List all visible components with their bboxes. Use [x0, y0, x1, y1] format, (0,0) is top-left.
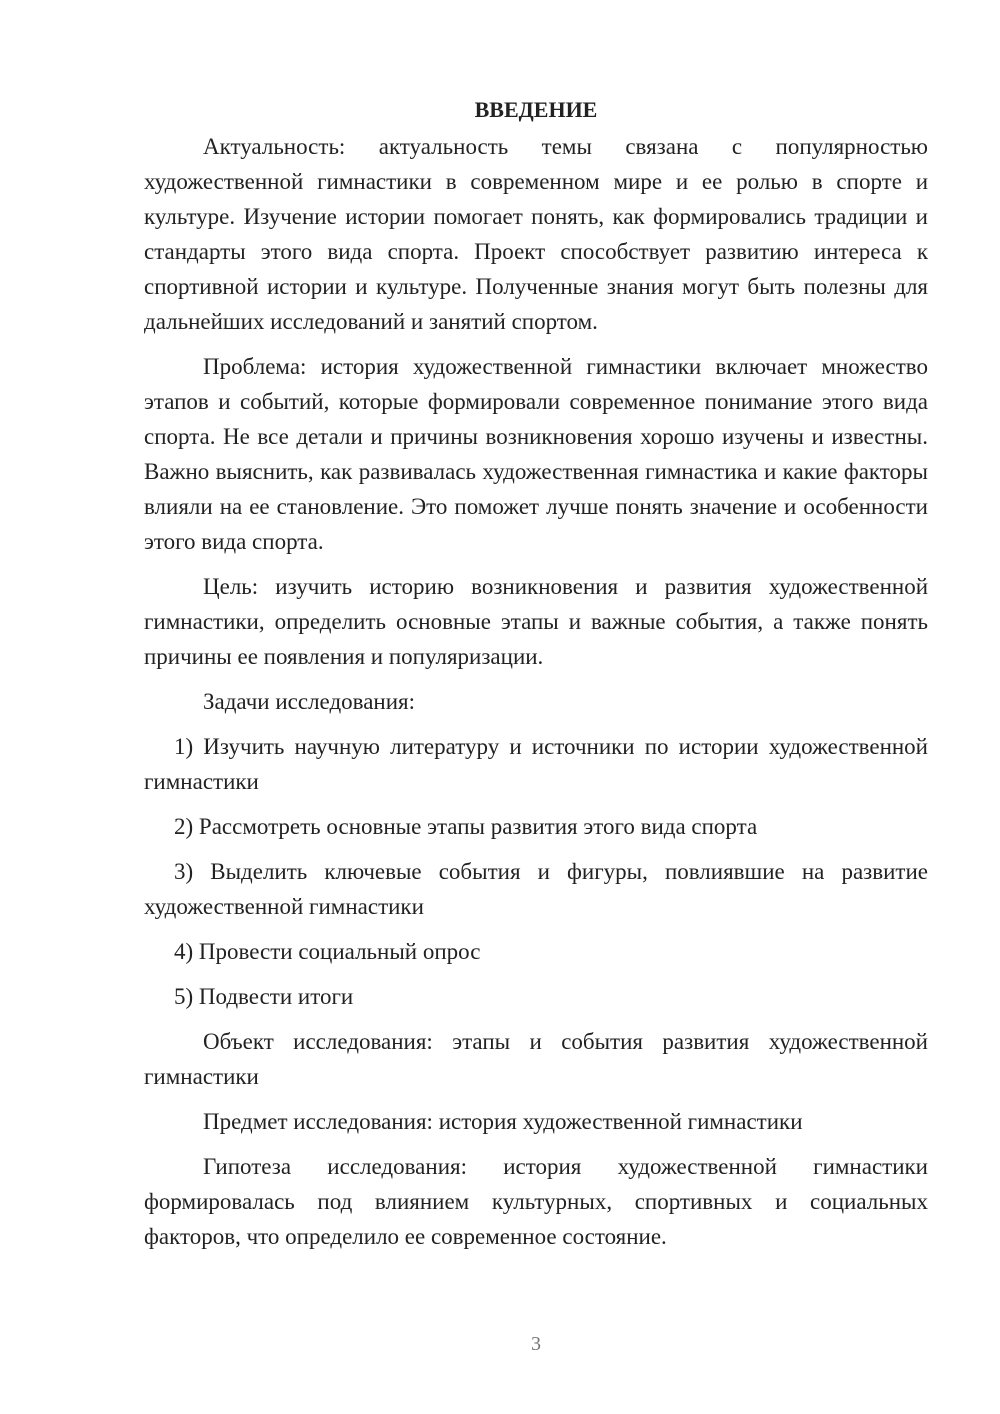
paragraph-problem: Проблема: история художественной гимнастики включает множество этапов и событий, которые формировали современное понимание этого вида спорта. Не все детали и причины возникновения хорошо изучены и известны. Важно выяснить, как развивалась художественная гимнастика и какие факторы влияли на ее становление. Это поможет лучше понять значение и особенности этого вида спорта.: [144, 354, 928, 554]
page-content: [144, 92, 928, 1264]
page-number: 3: [531, 1333, 541, 1355]
section-title: ВВЕДЕНИЕ: [474, 97, 598, 122]
paragraph-goal: Цель: изучить историю возникновения и развития художественной гимнастики, определить основные этапы и важные события, а также понять причины ее появления и популяризации.: [144, 574, 928, 669]
task-item: 3) Выделить ключевые события и фигуры, повлиявшие на развитие художественной гимнастики: [144, 859, 928, 919]
task-item: 1) Изучить научную литературу и источники по истории художественной гимнастики: [144, 734, 928, 794]
paragraph-subject: Предмет исследования: история художественной гимнастики: [203, 1109, 803, 1134]
task-item: 4) Провести социальный опрос: [174, 939, 481, 964]
paragraph-object: Объект исследования: этапы и события развития художественной гимнастики: [144, 1029, 928, 1089]
task-item: 2) Рассмотреть основные этапы развития этого вида спорта: [174, 814, 758, 839]
paragraph-relevance: Актуальность: актуальность темы связана с популярностью художественной гимнастики в современном мире и ее ролью в спорте и культуре. Изучение истории помогает понять, как формировались традиции и стандарты этого вида спорта. Проект способствует развитию интереса к спортивной истории и культуре. Полученные знания могут быть полезны для дальнейших исследований и занятий спортом.: [144, 134, 928, 334]
paragraph-tasks-heading: Задачи исследования:: [203, 689, 416, 714]
paragraph-hypothesis: Гипотеза исследования: история художественной гимнастики формировалась под влиянием культурных, спортивных и социальных факторов, что определило ее современное состояние.: [144, 1154, 928, 1249]
task-item: 5) Подвести итоги: [174, 984, 354, 1009]
